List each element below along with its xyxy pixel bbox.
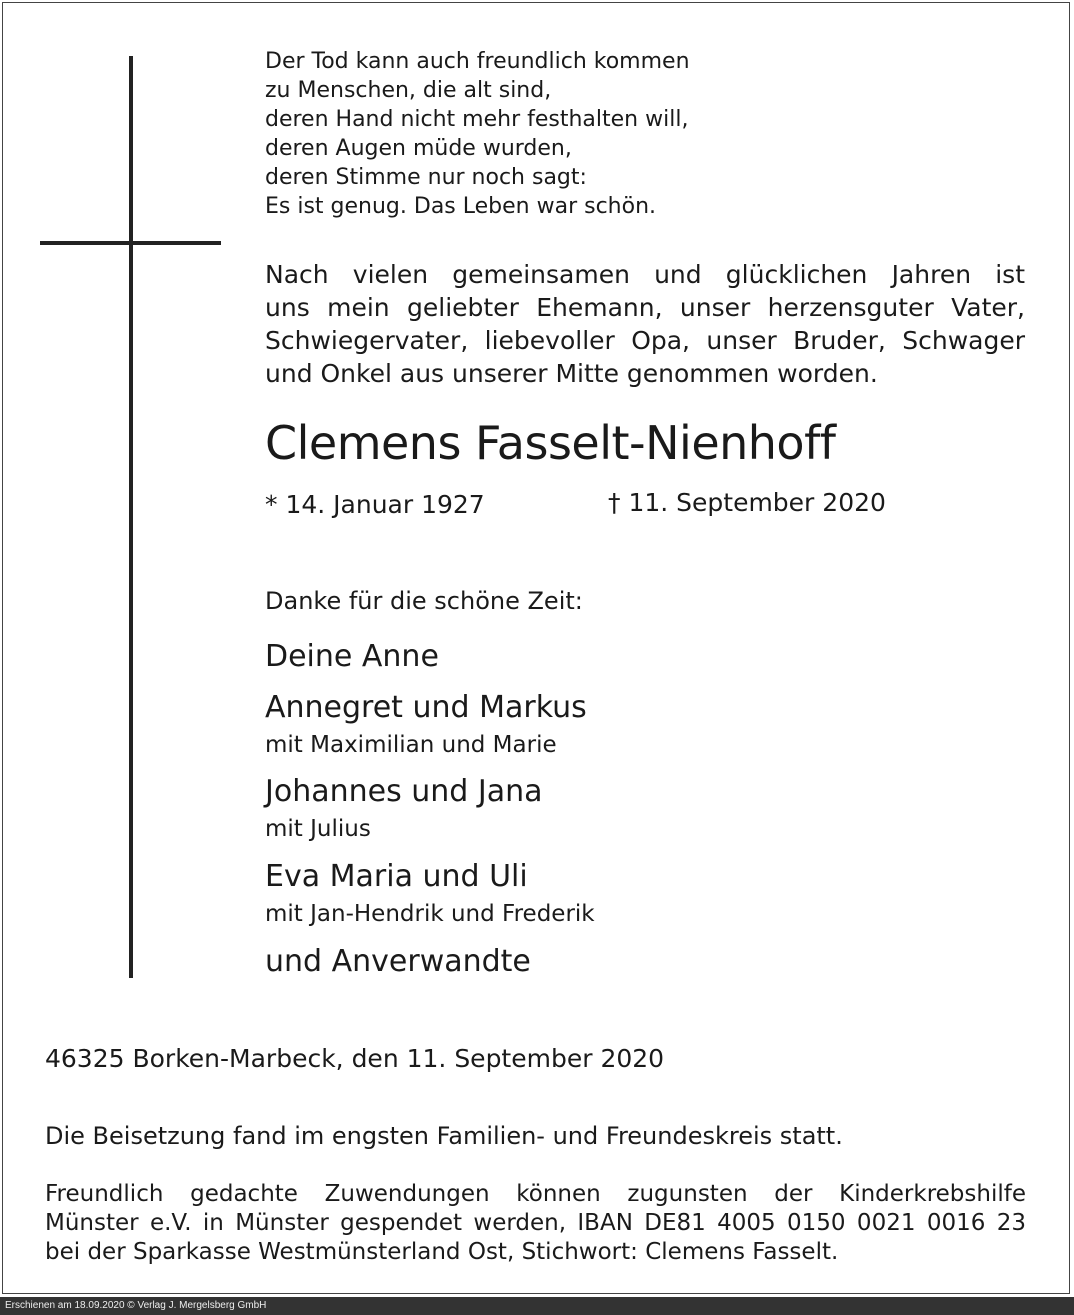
donation-note xyxy=(45,1180,1026,1267)
family-grandchildren-1: mit Maximilian und Marie xyxy=(265,732,557,758)
cross-vertical-bar xyxy=(129,56,133,978)
poem-line: deren Hand nicht mehr festhalten will, xyxy=(265,107,689,132)
intro-line: uns mein geliebter Ehemann, unser herzensguter Vater, xyxy=(265,293,1025,322)
family-child-2: Johannes und Jana xyxy=(265,774,543,809)
intro-line: und Onkel aus unserer Mitte genommen worden. xyxy=(265,359,878,388)
family-child-3: Eva Maria und Uli xyxy=(265,859,528,894)
family-child-1: Annegret und Markus xyxy=(265,690,587,725)
poem-line: Es ist genug. Das Leben war schön. xyxy=(265,194,657,219)
family-grandchildren-2: mit Julius xyxy=(265,816,371,842)
death-date: † 11. September 2020 xyxy=(608,488,886,517)
intro-paragraph xyxy=(265,258,1025,390)
publication-footer: Erschienen am 18.09.2020 © Verlag J. Mergelsberg GmbH xyxy=(0,1297,1074,1315)
poem-line: deren Augen müde wurden, xyxy=(265,136,572,161)
donation-line: Münster e.V. in Münster gespendet werden, IBAN DE81 4005 0150 0021 0016 23 xyxy=(45,1210,1026,1236)
donation-line: Freundlich gedachte Zuwendungen können zugunsten der Kinderkrebshilfe xyxy=(45,1181,1026,1207)
thanks-line: Danke für die schöne Zeit: xyxy=(265,587,583,615)
place-and-date: 46325 Borken-Marbeck, den 11. September 2020 xyxy=(45,1044,665,1073)
family-grandchildren-3: mit Jan-Hendrik und Frederik xyxy=(265,901,595,927)
birth-date: * 14. Januar 1927 xyxy=(265,490,485,519)
family-wife: Deine Anne xyxy=(265,639,439,674)
intro-line: Nach vielen gemeinsamen und glücklichen Jahren ist xyxy=(265,260,1025,289)
poem-line: Der Tod kann auch freundlich kommen xyxy=(265,49,690,74)
poem xyxy=(265,47,965,221)
deceased-name: Clemens Fasselt-Nienhoff xyxy=(265,416,836,470)
cross-horizontal-bar xyxy=(40,241,221,245)
poem-line: deren Stimme nur noch sagt: xyxy=(265,165,587,190)
donation-line: bei der Sparkasse Westmünsterland Ost, Stichwort: Clemens Fasselt. xyxy=(45,1239,839,1265)
burial-note: Die Beisetzung fand im engsten Familien- und Freundeskreis statt. xyxy=(45,1122,843,1150)
poem-line: zu Menschen, die alt sind, xyxy=(265,78,552,103)
family-relatives: und Anverwandte xyxy=(265,944,531,979)
intro-line: Schwiegervater, liebevoller Opa, unser Bruder, Schwager xyxy=(265,326,1025,355)
